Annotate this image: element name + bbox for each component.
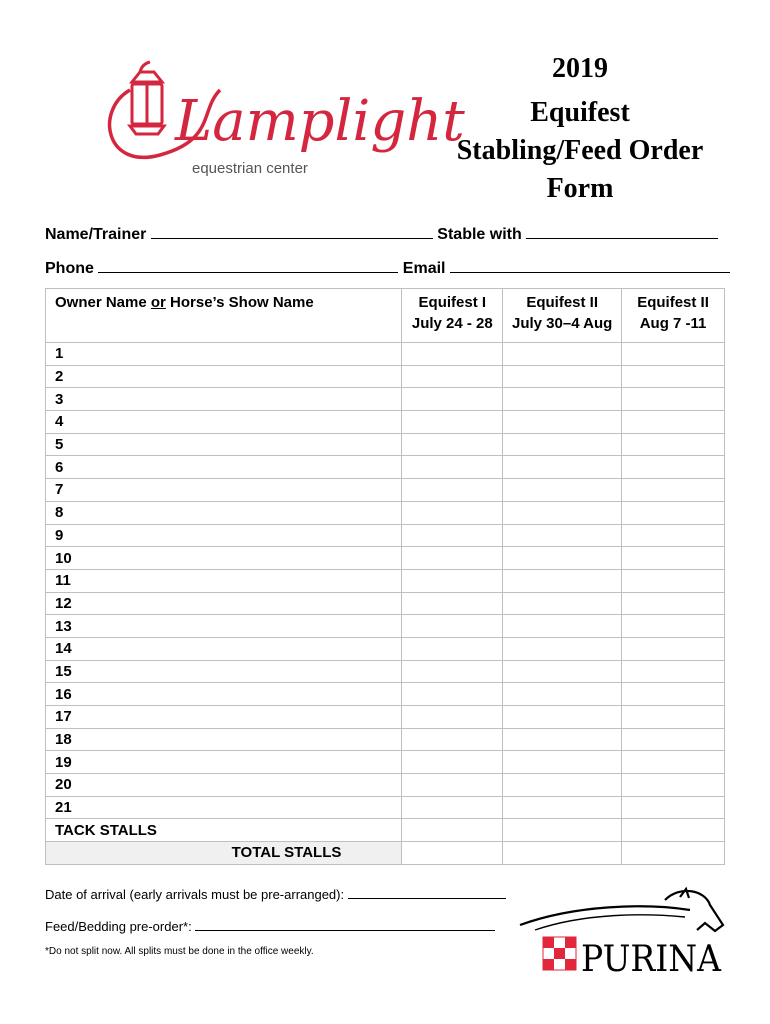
table-cell[interactable] [503, 524, 622, 547]
table-cell[interactable] [622, 524, 725, 547]
table-row [46, 411, 725, 434]
table-row [46, 501, 725, 524]
table-cell[interactable] [402, 524, 503, 547]
row-number: 15 [46, 660, 402, 683]
table-cell[interactable] [622, 433, 725, 456]
title-line3: Form [546, 173, 614, 204]
table-cell[interactable] [622, 615, 725, 638]
table-cell[interactable] [622, 774, 725, 797]
name-trainer-label: Name/Trainer [45, 226, 147, 243]
table-cell[interactable] [402, 433, 503, 456]
table-cell[interactable] [503, 683, 622, 706]
table-cell[interactable] [402, 411, 503, 434]
lamplight-logo [100, 50, 465, 180]
row-number: 21 [46, 796, 402, 819]
row-number: 5 [46, 433, 402, 456]
row-number: 13 [46, 615, 402, 638]
table-cell[interactable] [622, 547, 725, 570]
row-number: 9 [46, 524, 402, 547]
row-number: 18 [46, 728, 402, 751]
row-number: 3 [46, 388, 402, 411]
logo-subtitle: equestrian center [192, 160, 308, 177]
equifest-1-header: Equifest I July 24 - 28 [402, 289, 503, 343]
table-cell[interactable] [622, 706, 725, 729]
table-cell[interactable] [503, 547, 622, 570]
table-cell[interactable] [622, 343, 725, 366]
logo-brand: Lamplight [175, 89, 465, 154]
table-cell[interactable] [402, 547, 503, 570]
row-number: 20 [46, 774, 402, 797]
table-cell[interactable] [503, 660, 622, 683]
row-number: 16 [46, 683, 402, 706]
title-line1: Equifest [530, 97, 630, 128]
table-cell[interactable] [402, 388, 503, 411]
table-row [46, 774, 725, 797]
stable-with-field[interactable] [526, 224, 718, 239]
table-cell[interactable] [503, 706, 622, 729]
table-cell[interactable] [503, 728, 622, 751]
purina-wordmark: PURINA [581, 939, 722, 980]
table-cell[interactable] [402, 842, 503, 865]
table-row [46, 660, 725, 683]
row-number: 11 [46, 569, 402, 592]
table-row [46, 728, 725, 751]
row-number: 6 [46, 456, 402, 479]
table-cell[interactable] [622, 388, 725, 411]
equifest-2-header: Equifest II July 30–4 Aug [503, 289, 622, 343]
equifest-3-header: Equifest II Aug 7 -11 [622, 289, 725, 343]
table-cell[interactable] [503, 637, 622, 660]
row-number: 7 [46, 479, 402, 502]
row-number: 8 [46, 501, 402, 524]
table-cell[interactable] [402, 819, 503, 842]
table-cell[interactable] [503, 842, 622, 865]
lantern-icon [130, 62, 164, 134]
total-stalls-row [46, 842, 725, 865]
table-cell[interactable] [402, 774, 503, 797]
table-cell[interactable] [622, 479, 725, 502]
row-number: 2 [46, 365, 402, 388]
stall-table [45, 288, 725, 865]
table-cell[interactable] [503, 456, 622, 479]
table-cell[interactable] [622, 683, 725, 706]
name-stable-row [45, 224, 718, 244]
table-row [46, 751, 725, 774]
table-cell[interactable] [622, 842, 725, 865]
row-number: 4 [46, 411, 402, 434]
arrival-field[interactable] [348, 886, 506, 899]
row-number: 19 [46, 751, 402, 774]
form-year: 2019 [552, 53, 608, 84]
email-label: Email [402, 260, 446, 277]
table-row [46, 479, 725, 502]
table-cell[interactable] [622, 592, 725, 615]
table-cell[interactable] [402, 728, 503, 751]
table-row [46, 592, 725, 615]
email-field[interactable] [450, 258, 730, 273]
feed-field[interactable] [195, 918, 495, 931]
table-cell[interactable] [503, 569, 622, 592]
table-cell[interactable] [402, 751, 503, 774]
row-number: 14 [46, 637, 402, 660]
row-number: 10 [46, 547, 402, 570]
table-cell[interactable] [503, 615, 622, 638]
table-cell[interactable] [402, 796, 503, 819]
feed-row [45, 918, 495, 934]
total-stalls-label: TOTAL STALLS [46, 842, 402, 865]
table-cell[interactable] [622, 365, 725, 388]
table-cell[interactable] [622, 501, 725, 524]
owner-header: Owner Name or Horse’s Show Name [46, 289, 402, 343]
table-cell[interactable] [503, 796, 622, 819]
feed-label: Feed/Bedding pre-order*: [45, 919, 192, 934]
table-row [46, 706, 725, 729]
arrival-row [45, 886, 506, 902]
table-cell[interactable] [503, 365, 622, 388]
title-line2: Stabling/Feed Order [456, 135, 704, 166]
table-cell[interactable] [402, 456, 503, 479]
phone-label: Phone [45, 260, 94, 277]
table-cell[interactable] [503, 501, 622, 524]
tack-stalls-label: TACK STALLS [46, 819, 402, 842]
row-number: 17 [46, 706, 402, 729]
table-row [46, 683, 725, 706]
table-cell[interactable] [402, 683, 503, 706]
split-note: *Do not split now. All splits must be done in the office weekly. [45, 946, 314, 957]
table-cell[interactable] [622, 819, 725, 842]
checkerboard-icon [543, 937, 576, 970]
row-number: 1 [46, 343, 402, 366]
table-cell[interactable] [622, 751, 725, 774]
table-cell[interactable] [622, 796, 725, 819]
table-cell[interactable] [622, 456, 725, 479]
table-cell[interactable] [402, 706, 503, 729]
table-row [46, 547, 725, 570]
stable-with-label: Stable with [437, 226, 522, 243]
table-cell[interactable] [503, 411, 622, 434]
phone-email-row [45, 258, 730, 278]
table-cell[interactable] [402, 592, 503, 615]
table-cell[interactable] [622, 728, 725, 751]
table-cell[interactable] [622, 660, 725, 683]
table-cell[interactable] [402, 343, 503, 366]
table-cell[interactable] [402, 637, 503, 660]
table-row [46, 456, 725, 479]
table-row [46, 615, 725, 638]
table-row [46, 343, 725, 366]
purina-logo [515, 885, 730, 980]
tack-stalls-row [46, 819, 725, 842]
table-cell[interactable] [503, 479, 622, 502]
form-title [440, 50, 720, 208]
table-cell[interactable] [402, 569, 503, 592]
table-cell[interactable] [503, 751, 622, 774]
table-cell[interactable] [402, 365, 503, 388]
table-row [46, 388, 725, 411]
table-cell[interactable] [503, 433, 622, 456]
table-cell[interactable] [402, 479, 503, 502]
table-row [46, 796, 725, 819]
table-row [46, 433, 725, 456]
phone-field[interactable] [98, 258, 398, 273]
table-cell[interactable] [622, 637, 725, 660]
table-cell[interactable] [402, 501, 503, 524]
arrival-label: Date of arrival (early arrivals must be pre-arranged): [45, 887, 345, 902]
table-header [46, 289, 725, 343]
table-row [46, 637, 725, 660]
name-trainer-field[interactable] [151, 224, 433, 239]
table-cell[interactable] [503, 388, 622, 411]
horse-icon [520, 889, 723, 931]
table-cell[interactable] [503, 343, 622, 366]
table-cell[interactable] [622, 569, 725, 592]
table-row [46, 365, 725, 388]
table-cell[interactable] [503, 774, 622, 797]
table-row [46, 524, 725, 547]
row-number: 12 [46, 592, 402, 615]
table-cell[interactable] [622, 411, 725, 434]
table-cell[interactable] [402, 660, 503, 683]
table-cell[interactable] [503, 592, 622, 615]
table-row [46, 569, 725, 592]
table-cell[interactable] [402, 615, 503, 638]
table-cell[interactable] [503, 819, 622, 842]
